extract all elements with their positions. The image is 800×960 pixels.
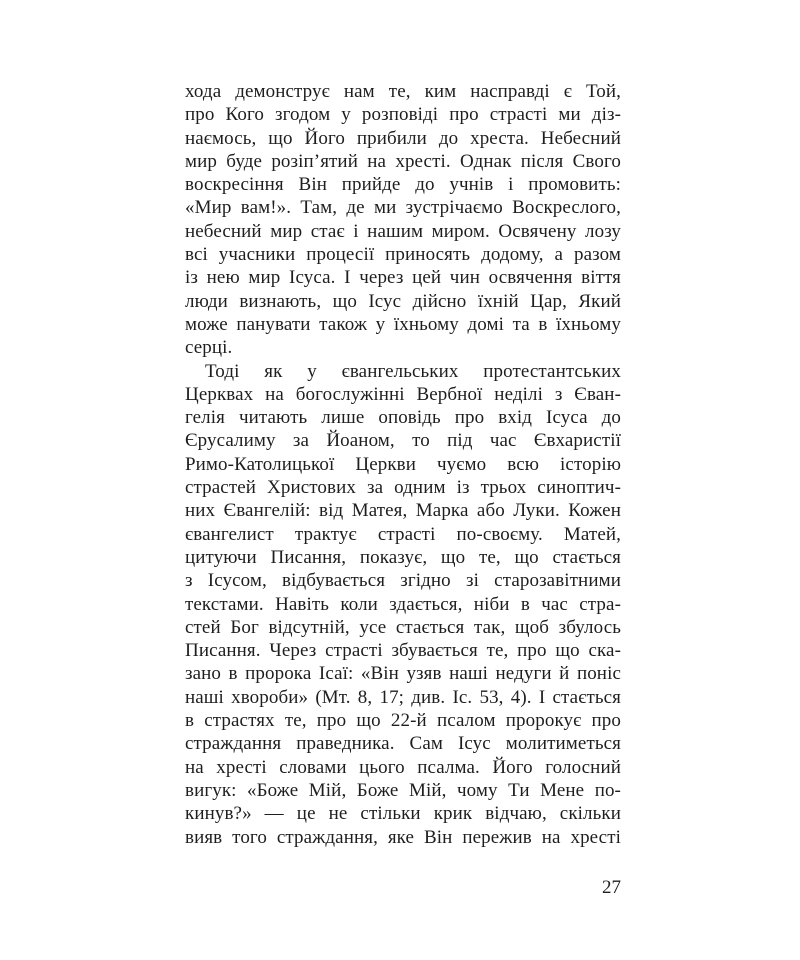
- text-line: небесний мир стає і нашим миром. Освячену лозу: [185, 220, 621, 242]
- text-line: наємось, що Його прибили до хреста. Небесний: [185, 127, 621, 149]
- text-line: цитуючи Писання, показує, що те, що стається: [185, 546, 621, 568]
- text-block: [185, 80, 621, 849]
- text-line: вияв того страждання, яке Він пережив на хресті: [185, 826, 621, 848]
- text-line: мир буде розіп’ятий на хресті. Однак після Свого: [185, 150, 621, 172]
- text-line: може панувати також у їхньому домі та в їхньому: [185, 313, 621, 335]
- text-line: всі учасники процесії приносять додому, а разом: [185, 244, 621, 266]
- text-line: євангелист трактує страсті по-своєму. Матей,: [185, 523, 621, 545]
- text-line: страждання праведника. Сам Ісус молитиметься: [185, 733, 621, 755]
- text-line: Церквах на богослужінні Вербної неділі з Єван-: [185, 383, 621, 405]
- text-line: них Євангелій: від Матея, Марка або Луки. Кожен: [185, 500, 621, 522]
- text-line: на хресті словами цього псалма. Його голосний: [185, 756, 621, 778]
- text-line: хода демонструє нам те, ким насправді є Той,: [185, 81, 621, 102]
- page-number: 27: [602, 877, 621, 898]
- text-line: Писання. Через страсті збувається те, про що ска-: [185, 640, 621, 662]
- text-line: гелія читають лише оповідь про вхід Ісуса до: [185, 407, 621, 429]
- text-line: воскресіння Він прийде до учнів і промовить:: [185, 174, 621, 196]
- text-line: зано в пророка Ісаї: «Він узяв наші недуги й поніс: [185, 663, 621, 685]
- text-line: із нею мир Ісуса. І через цей чин освячення віття: [185, 267, 621, 289]
- text-line: вигук: «Боже Мій, Боже Мій, чому Ти Мене по-: [185, 779, 621, 801]
- text-line: наші хвороби» (Мт. 8, 17; див. Іс. 53, 4). І стається: [185, 686, 621, 708]
- text-line: з Ісусом, відбувається згідно зі старозавітними: [185, 570, 621, 592]
- text-line: люди визнають, що Ісус дійсно їхній Цар, Який: [185, 290, 621, 312]
- text-line: серці.: [185, 337, 233, 359]
- text-line: в страстях те, про що 22-й псалом пророкує про: [185, 710, 621, 732]
- text-line: кинув?» — це не стільки крик відчаю, скільки: [185, 803, 621, 825]
- text-line: стей Бог відсутній, усе стається так, щоб збулось: [185, 616, 621, 638]
- text-line: текстами. Навіть коли здається, ніби в час стра-: [185, 593, 621, 615]
- text-line: про Кого згодом у розповіді про страсті ми діз-: [185, 104, 621, 126]
- text-line: Римо-Католицької Церкви чуємо всю історію: [185, 453, 621, 475]
- text-line: страстей Христових за одним із трьох синоптич-: [185, 477, 621, 499]
- text-line: «Мир вам!». Там, де ми зустрічаємо Воскреслого,: [185, 197, 621, 219]
- text-line: Єрусалиму за Йоаном, то під час Євхаристії: [185, 430, 621, 452]
- text-line: Тоді як у євангельських протестантських: [205, 360, 621, 382]
